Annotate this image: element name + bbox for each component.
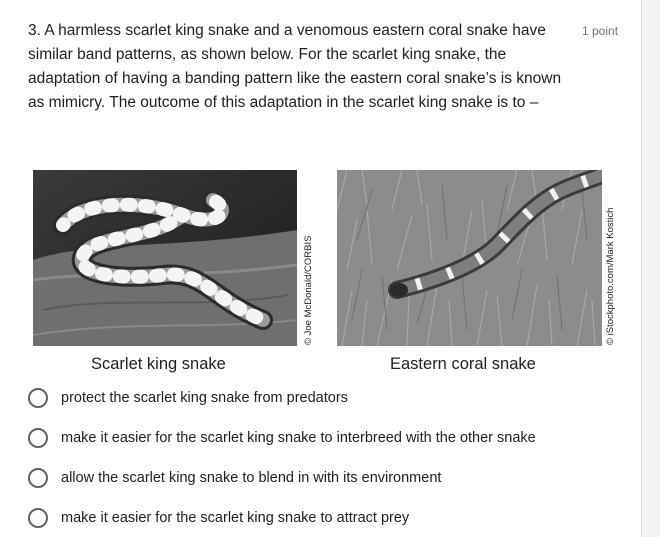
option-label: make it easier for the scarlet king snake to interbreed with the other snake bbox=[61, 430, 536, 446]
radio-unchecked-icon[interactable] bbox=[28, 388, 48, 408]
points-label: 1 point bbox=[582, 24, 619, 38]
caption-eastern-coral-snake: Eastern coral snake bbox=[390, 355, 536, 373]
radio-unchecked-icon[interactable] bbox=[28, 508, 48, 528]
photo-credit-1: © Joe McDonald/CORBIS bbox=[303, 235, 314, 345]
radio-unchecked-icon[interactable] bbox=[28, 468, 48, 488]
option-label: protect the scarlet king snake from predators bbox=[61, 390, 348, 406]
scarlet-king-snake-photo bbox=[33, 170, 297, 346]
option-label: allow the scarlet king snake to blend in with its environment bbox=[61, 470, 442, 486]
answer-option-4[interactable] bbox=[28, 502, 628, 534]
question-text: 3. A harmless scarlet king snake and a venomous eastern coral snake have similar band patterns, as shown below. For the scarlet king snake, the adaptation of having a banding pattern like the eastern coral snake’s is known as mimicry. The outcome of this adaptation in the scarlet king snake is to – bbox=[28, 22, 562, 111]
answer-option-1[interactable] bbox=[28, 382, 628, 414]
eastern-coral-snake-photo bbox=[337, 170, 602, 346]
radio-unchecked-icon[interactable] bbox=[28, 428, 48, 448]
photo-credit-2: © iStockphoto.com/Mark Kostich bbox=[605, 207, 616, 345]
caption-scarlet-king-snake: Scarlet king snake bbox=[91, 355, 226, 373]
answer-option-3[interactable] bbox=[28, 462, 628, 494]
answer-option-2[interactable] bbox=[28, 422, 628, 454]
option-label: make it easier for the scarlet king snake to attract prey bbox=[61, 510, 410, 526]
